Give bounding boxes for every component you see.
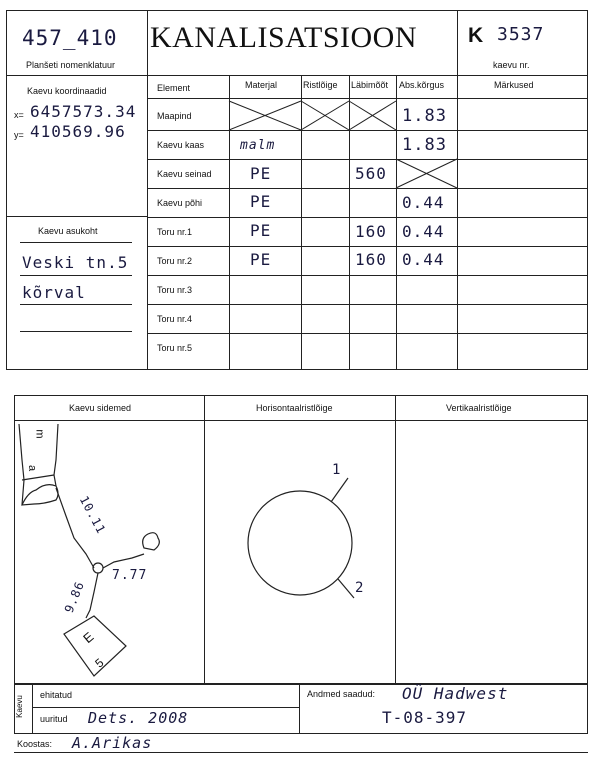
col-header-material: Materjal <box>245 80 278 90</box>
coords-label: Kaevu koordinaadid <box>27 86 107 96</box>
diameter-value: 160 <box>355 250 387 269</box>
sketch-col3-title: Vertikaalristlõige <box>446 403 512 413</box>
pipe-2-label: 2 <box>355 580 365 596</box>
abs-height-value: 1.83 <box>402 106 447 126</box>
sketch-label-a: a <box>26 464 39 472</box>
provided-label: Andmed saadud: <box>307 689 376 699</box>
material-value: PE <box>250 250 272 269</box>
row-element: Toru nr.4 <box>157 314 193 324</box>
row-element: Kaevu seinad <box>157 169 212 179</box>
col-header-abs-height: Abs.kõrgus <box>399 80 445 90</box>
row-element: Kaevu põhi <box>157 198 203 208</box>
col-header-element: Element <box>157 83 191 93</box>
row-element: Maapind <box>157 111 192 121</box>
location-label: Kaevu asukoht <box>38 226 98 236</box>
row-element: Kaevu kaas <box>157 140 205 150</box>
form-title: KANALISATSIOON <box>150 21 417 54</box>
coord-y-value: 410569.96 <box>30 122 126 141</box>
crossed-out-cells <box>0 0 614 380</box>
material-value: malm <box>240 138 276 153</box>
coord-x-label: x= <box>14 110 24 120</box>
coord-x-value: 6457573.34 <box>30 102 137 121</box>
location-sketch <box>14 420 204 684</box>
well-number: 3537 <box>497 24 545 45</box>
col-header-remarks: Märkused <box>494 80 534 90</box>
sketch-label-m: m <box>33 429 46 439</box>
col-header-diameter: Läbimõõt <box>351 80 389 90</box>
row-element: Toru nr.2 <box>157 256 193 266</box>
well-prefix: K <box>468 24 484 47</box>
row-element: Toru nr.3 <box>157 285 193 295</box>
well-label: kaevu nr. <box>493 60 530 70</box>
horizontal-cross-section <box>204 420 395 684</box>
measured-value: Dets. 2008 <box>88 709 189 727</box>
location-line2: kõrval <box>22 283 86 302</box>
provided-number: T-08-397 <box>382 708 468 727</box>
sketch-distance-2: 7.77 <box>112 568 148 583</box>
diameter-value: 560 <box>355 164 387 183</box>
abs-height-value: 0.44 <box>402 193 445 212</box>
footer-side-label: Kaevu <box>14 695 24 718</box>
sketch-label-5: 5 <box>92 655 107 671</box>
sketch-col2-title: Horisontaalristlõige <box>256 403 333 413</box>
coord-y-label: y= <box>14 130 24 140</box>
abs-height-value: 0.44 <box>402 222 445 241</box>
material-value: PE <box>250 164 272 183</box>
built-label: ehitatud <box>40 690 73 700</box>
measured-label: uuritud <box>40 714 68 724</box>
pipe-1-label: 1 <box>332 462 342 478</box>
location-line1: Veski tn.5 <box>22 253 129 272</box>
diameter-value: 160 <box>355 222 387 241</box>
provided-company: OÜ Hadwest <box>402 684 509 703</box>
abs-height-value: 1.83 <box>402 135 447 155</box>
row-element: Toru nr.1 <box>157 227 193 237</box>
abs-height-value: 0.44 <box>402 250 445 269</box>
sketch-distance-1: 10.11 <box>76 493 109 537</box>
nomenclature-value: 457_410 <box>22 26 118 50</box>
material-value: PE <box>250 221 272 240</box>
compiled-value: A.Arikas <box>72 734 153 752</box>
sketch-label-e: E <box>80 628 97 647</box>
sketch-col1-title: Kaevu sidemed <box>69 403 132 413</box>
compiled-label: Koostas: <box>17 739 53 749</box>
row-element: Toru nr.5 <box>157 343 193 353</box>
sketch-distance-3: 9.86 <box>61 579 88 615</box>
col-header-cross-section: Ristlõige <box>303 80 338 90</box>
material-value: PE <box>250 192 272 211</box>
nomenclature-label: Planšeti nomenklatuur <box>26 60 116 70</box>
